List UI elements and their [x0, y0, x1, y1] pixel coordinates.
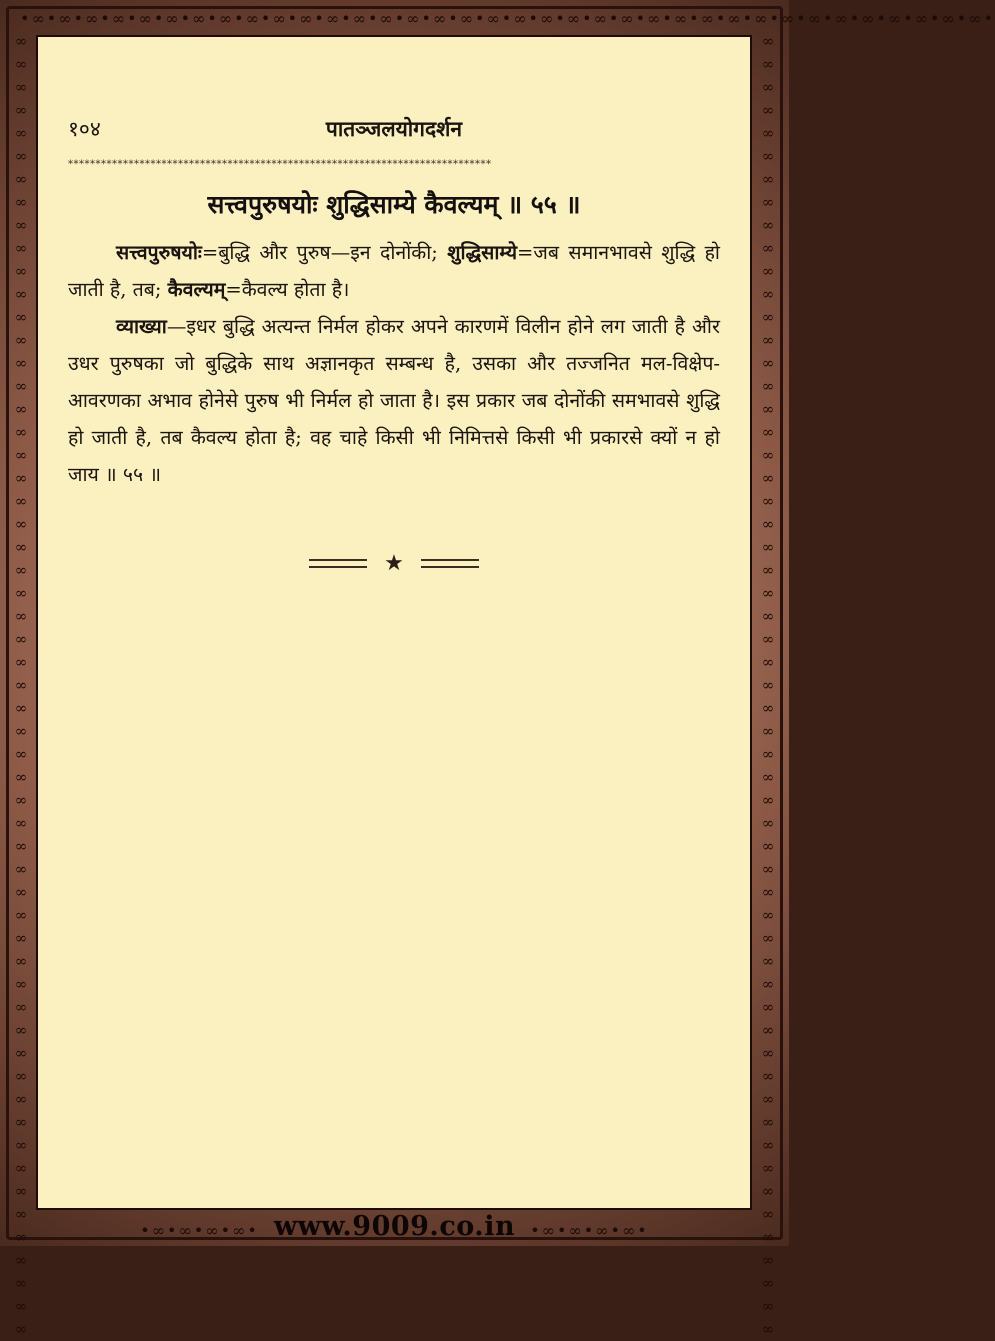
star-icon: ★ — [384, 550, 404, 576]
footer-ornament-right: •∞•∞•∞•∞• — [530, 1221, 649, 1240]
book-page — [36, 35, 752, 1210]
commentary-text: —इधर बुद्धि अत्यन्त निर्मल होकर अपने कारणमें विलीन होने लग जाती है और उधर पुरुषका जो बुद्धिके साथ अज्ञानकृत सम्बन्ध है, उसका और तज्जनित मल-विक्षेप-आवरणका अभाव होनेसे पुरुष भी निर्मल हो जाता है। इस प्रकार जब दोनोंकी समभावसे शुद्धि हो जाती है, तब कैवल्य होता है; वह चाहे किसी भी निमित्तसे किसी भी प्रकारसे क्यों न हो जाय ॥ ५५ ॥ — [68, 315, 720, 486]
left-ornament: ∞ ∞ ∞ ∞ ∞ ∞ ∞ ∞ ∞ ∞ ∞ ∞ ∞ ∞ ∞ ∞ ∞ ∞ ∞ ∞ ∞ ∞ ∞ ∞ ∞ ∞ ∞ ∞ ∞ ∞ ∞ ∞ ∞ ∞ ∞ ∞ ∞ ∞ ∞ ∞ ∞ ∞ ∞ ∞ ∞ ∞ ∞ ∞ ∞ ∞ ∞ ∞ ∞ ∞ ∞ ∞ ∞ — [14, 32, 28, 1338]
section-end-ornament — [38, 550, 750, 580]
definition-3: =कैवल्य होता है। — [225, 278, 350, 301]
term-shuddhi-samye: शुद्धिसाम्ये — [447, 241, 518, 264]
term-sattva-purusha: सत्त्वपुरुषयोः — [116, 241, 202, 264]
website-url: www.9009.co.in — [273, 1211, 516, 1242]
sutra-heading: सत्त्वपुरुषयोः शुद्धिसाम्ये कैवल्यम् ॥ ५५ ॥ — [207, 190, 581, 219]
ornament-line-right — [421, 559, 479, 568]
page-number: १०४ — [68, 117, 101, 141]
footer-ornament-left: •∞•∞•∞•∞• — [140, 1221, 259, 1240]
definition-2: =जब समानभावसे शुद्धि हो जाती है, तब; — [68, 241, 720, 301]
ornament-line-left — [309, 559, 367, 568]
word-meaning-paragraph — [68, 234, 720, 308]
page-header — [68, 115, 720, 145]
commentary-label: व्याख्या — [116, 315, 167, 338]
definition-1: =बुद्धि और पुरुष—इन दोनोंकी; — [201, 241, 448, 264]
body-text — [68, 234, 720, 493]
asterisk-rule: ***************************************************************************** — [68, 159, 492, 170]
term-kaivalyam: कैवल्यम् — [167, 278, 226, 301]
right-ornament: ∞ ∞ ∞ ∞ ∞ ∞ ∞ ∞ ∞ ∞ ∞ ∞ ∞ ∞ ∞ ∞ ∞ ∞ ∞ ∞ ∞ ∞ ∞ ∞ ∞ ∞ ∞ ∞ ∞ ∞ ∞ ∞ ∞ ∞ ∞ ∞ ∞ ∞ ∞ ∞ ∞ ∞ ∞ ∞ ∞ ∞ ∞ ∞ ∞ ∞ ∞ ∞ ∞ ∞ ∞ ∞ ∞ — [761, 32, 775, 1338]
top-ornament: •∞•∞•∞•∞•∞•∞•∞•∞•∞•∞•∞•∞•∞•∞•∞•∞•∞•∞•∞•∞•∞•∞•∞•∞•∞•∞•∞•∞•∞•∞•∞•∞•∞•∞•∞•∞• — [20, 9, 995, 28]
commentary-paragraph — [68, 308, 720, 493]
running-title: पातञ्जलयोगदर्शन — [325, 116, 463, 141]
footer — [0, 1212, 789, 1242]
